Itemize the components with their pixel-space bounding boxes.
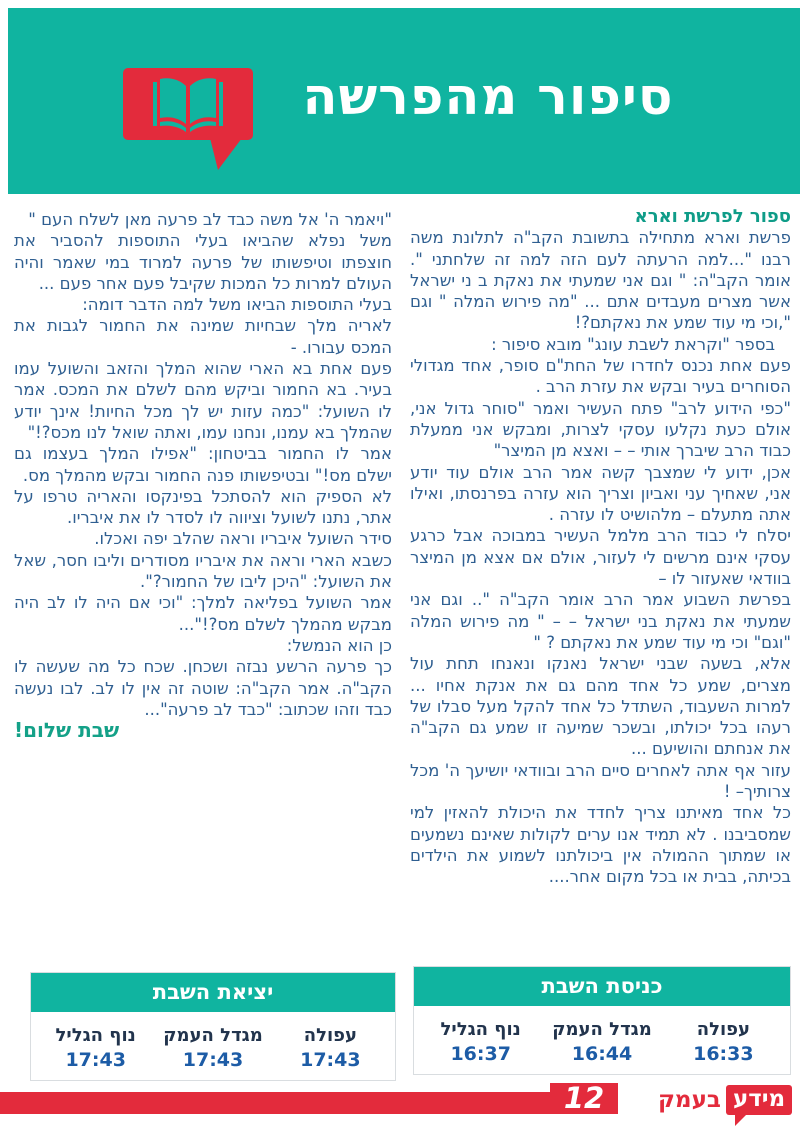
city-name: מגדל העמק — [552, 1019, 652, 1040]
table-cell — [154, 1025, 271, 1071]
city-name: נוף הגליל — [440, 1019, 521, 1040]
paragraph: כל אחד מאיתנו צריך לחדד את היכולת להאזין למי שמסביבנו . לא תמיד אנו ערים לקולות שאינם נשמעים או שמתוך ההמולה אין ביכולתנו לשמוע את הילדים בכיתה, בבית או בכל מקום אחר.... — [410, 803, 791, 887]
paragraph: אלא, בשעה שבני ישראל נאנקו ונאנחו תחת עול מצרים, שמע כל אחד מהם גם את אנקת אחיו ... למרות השעבוד, השתדל כל אחד להקל מעל סבלו של רעהו בכל יכולתו, ובשכר שמיעה זו שמע גם הקב"ה את אנחתם והושיעם ... — [410, 654, 791, 759]
paragraph: בעלי התוספות הביאו משל למה הדבר דומה: — [82, 295, 392, 315]
speech-bubble-tail-icon — [735, 1115, 746, 1126]
table-cell — [541, 1019, 662, 1065]
page-title: סיפור מהפרשה — [302, 68, 674, 127]
table-cell — [272, 1025, 389, 1071]
city-name: מגדל העמק — [163, 1025, 263, 1046]
paragraph: לא הספיק הוא להסתכל בפינקסו והאריה טרפו על אתר, נתנו לשועל וציווה לו לסדר לו את איבריו. — [14, 486, 392, 528]
shabbat-entry-table — [413, 966, 791, 1075]
paragraph: בפרשת השבוע אמר הרב אומר הקב"ה ".. וגם אני שמעתי את נאקת בני ישראל – – " מה פירוש המלה "וגם" וכי מי עוד שמע את נאקתם ? " — [410, 590, 791, 652]
table-cell — [420, 1019, 541, 1065]
paragraph: עזור אף אתה לאחרים סיים הרב ובוודאי יושיעך ה' מכל צרותיך– ! — [410, 760, 791, 802]
paragraph: כך פרעה הרשע נבזה ושכחן. שכח כל מה שעשה לו הקב"ה. אמר הקב"ה: שוטה זה אין לו לב. לבו נעשה כבד וזהו שכתוב: "כבד לב פרעה"... — [14, 657, 392, 719]
paragraph: פעם אחת בא הארי שהוא המלך והזאב והשועל עמו בעיר. בא החמור וביקש מהם לשלם את המכס. אמר לו השועל: "כמה עזות יש לך מכל החיות! אינך יודע שהמלך בא עמנו, ונחנו עמו, ואתה שואל לנו מכס?!" — [14, 359, 392, 442]
section-title: ספור לפרשת וארא — [634, 206, 791, 227]
city-name: עפולה — [696, 1019, 750, 1040]
paragraph: משל נפלא שהביאו בעלי התוספות להסביר את חוצפתו וטיפשותו של פרעה למרוד במי שאמר והיה העולם למרות כל המכות שקיבל פעם אחר פעם ... — [14, 231, 392, 293]
publisher-logo-boxed-word-text: מידע — [732, 1086, 786, 1112]
paragraph: לאריה מלך שבחיות שמינה את החמור לגבות את המכס עבורו. - — [14, 316, 392, 357]
paragraph: כשבא הארי וראה את איבריו מסודרים וליבו חסר, שאל את השועל: "היכן ליבו של החמור?". — [14, 550, 392, 592]
column-parable — [14, 209, 392, 741]
city-name: נוף הגליל — [55, 1025, 136, 1046]
paragraph: בספר "וקראת לשבת עונג" מובא סיפור : — [491, 334, 775, 354]
column-parsha-story — [410, 206, 791, 888]
city-time: 17:43 — [300, 1049, 361, 1071]
shabbat-shalom-greeting: שבת שלום! — [14, 718, 120, 743]
city-time: 16:37 — [450, 1043, 511, 1065]
shabbat-exit-table — [30, 972, 396, 1081]
shabbat-entry-table-body — [414, 1006, 790, 1065]
shabbat-exit-table-body — [31, 1012, 395, 1071]
footer-red-bar — [0, 1092, 618, 1114]
open-book-speech-bubble-icon — [120, 60, 256, 172]
paragraph: אמר השועל בפליאה למלך: "וכי אם היה לו לב היה מבקש מהמלך לשלם מס?!"... — [14, 593, 392, 634]
paragraph: כן הוא הנמשל: — [286, 635, 392, 655]
shabbat-entry-table-title: כניסת השבת — [414, 967, 790, 1006]
paragraph: "ויאמר ה' אל משה כבד לב פרעה מאן לשלח העם " — [28, 210, 392, 229]
header-band — [8, 8, 800, 194]
paragraph: פעם אחת נכנס לחדרו של החת"ם סופר, אחד מגדולי הסוחרים בעיר ובקש את עזרת הרב . — [410, 356, 791, 397]
paragraph: "כפי הידוע לרב" פתח העשיר ואמר "סוחר גדול אני, אולם כעת נקלעו עסקי לצרות, ומבקש אני ממעלת כבוד הרב שיברך אותי – – ואצא מן המיצר" — [410, 398, 791, 461]
city-time: 16:33 — [693, 1043, 754, 1065]
table-cell — [37, 1025, 154, 1071]
table-cell — [663, 1019, 784, 1065]
city-time: 17:43 — [65, 1049, 126, 1071]
publisher-logo-plain-word: בעמק — [658, 1087, 721, 1113]
city-name: עפולה — [303, 1025, 357, 1046]
paragraph: סידר השועל איבריו וראה שהלב יפה ואכלו. — [94, 529, 392, 549]
paragraph: פרשת וארא מתחילה בתשובת הקב"ה לתלונת משה רבנו "...למה הרעתה לעם הזה למה זה שלחתני ". אומר הקב"ה: " וגם אני שמעתי את נאקת ב ני ישראל אשר מצרים מעבדים אתם ... "מה פירוש המלה " וגם ",וכי מי עוד שמע את נאקתם?! — [410, 228, 791, 333]
shabbat-exit-table-title: יציאת השבת — [31, 973, 395, 1012]
city-time: 16:44 — [571, 1043, 633, 1065]
paragraph: אמר לו החמור בביטחון: "אפילו המלך בעצמו גם ישלם מס!" ובטיפשותו פנה החמור ובקש מהמלך מס. — [14, 444, 392, 485]
city-time: 17:43 — [182, 1049, 244, 1071]
paragraph: אכן, ידוע לי שמצבך קשה אמר הרב אולם עוד יודע אני, שאחיך עני ואביון וצריך הוא עזרה בפרנסתו, ואילו אתה מתעלם – מלהושיט לו עזרה . — [410, 462, 791, 525]
page-number: 12 — [550, 1083, 618, 1114]
paragraph: יסלח לי כבוד הרב מלמל העשיר במבוכה אבל כרגע עסקי אינם מרשים לי לעזור, אולם אם אצא מן המיצר בוודאי שאעזור לו – — [410, 526, 791, 589]
publisher-logo-boxed-word — [726, 1085, 792, 1115]
publisher-logo — [658, 1085, 792, 1115]
